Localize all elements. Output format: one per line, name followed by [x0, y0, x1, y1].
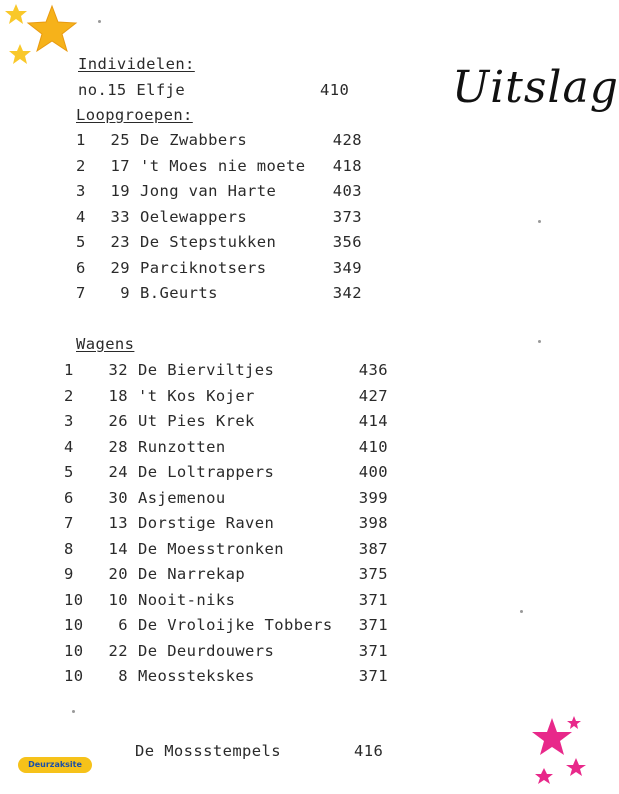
entry-name: Nooit-niks — [138, 590, 236, 609]
scan-speck — [520, 610, 523, 613]
entry-score: 436 — [358, 361, 388, 379]
entry-name: De Zwabbers — [140, 131, 248, 149]
entry-name: 't Moes nie moete — [140, 156, 306, 175]
rank-cell: 2 — [76, 156, 86, 175]
result-row — [0, 412, 595, 432]
entry-number: 20 — [108, 565, 128, 583]
entry-number: 9 — [120, 284, 130, 302]
result-row — [0, 387, 595, 407]
small-pink-star-icon — [535, 768, 553, 784]
gold-stars-decoration — [0, 0, 90, 75]
entry-score: 414 — [358, 412, 388, 430]
entry-score: 403 — [332, 182, 362, 200]
entry-name: Asjemenou — [138, 488, 226, 507]
entry-score: 371 — [358, 641, 388, 660]
rank-cell: 3 — [76, 182, 86, 200]
entry-name: Runzotten — [138, 437, 226, 456]
entry-number: 13 — [108, 514, 128, 532]
entry-name: Dorstige Raven — [138, 514, 275, 532]
entry-score: 400 — [358, 463, 388, 481]
rank-cell: 10 — [64, 616, 84, 634]
result-row — [0, 438, 595, 458]
entry-score: 427 — [358, 386, 388, 405]
entry-score: 428 — [332, 131, 362, 149]
rank-cell: 1 — [76, 131, 86, 149]
entry-score: 375 — [358, 565, 388, 583]
result-row — [0, 361, 595, 381]
small-pink-star-icon — [566, 758, 586, 776]
rank-cell: 7 — [76, 284, 86, 302]
result-row — [0, 540, 595, 560]
entry-number: 29 — [110, 258, 130, 277]
small-gold-star-icon — [9, 44, 31, 64]
extra-entry-score: 416 — [354, 742, 384, 760]
large-gold-star-icon — [28, 6, 76, 51]
rank-cell: 5 — [76, 233, 86, 251]
entry-name: De Vroloijke Tobbers — [138, 616, 333, 634]
entry-score: 373 — [332, 207, 362, 226]
individuals-heading: Individelen: — [78, 55, 195, 73]
rank-cell: 10 — [64, 590, 84, 609]
entry-name: Parciknotsers — [140, 258, 267, 277]
result-row — [0, 284, 595, 304]
entry-number: 14 — [108, 539, 128, 558]
site-logo: Deurzaksite — [18, 757, 92, 773]
result-row — [0, 667, 595, 687]
entry-number: 25 — [110, 131, 130, 149]
small-pink-star-icon — [567, 716, 581, 729]
entry-name: Jong van Harte — [140, 182, 277, 200]
rank-cell: 7 — [64, 514, 74, 532]
result-row — [0, 182, 595, 202]
entry-number: 28 — [108, 437, 128, 456]
result-row — [0, 591, 595, 611]
rank-cell: 4 — [76, 207, 86, 226]
entry-name: De Loltrappers — [138, 463, 275, 481]
entry-name: De Moesstronken — [138, 539, 284, 558]
entry-score: 356 — [332, 233, 362, 251]
result-row — [0, 157, 595, 177]
entry-name: B.Geurts — [140, 284, 218, 302]
entry-name: De Bierviltjes — [138, 361, 275, 379]
entry-name: Meosstekskes — [138, 667, 255, 685]
result-row — [0, 489, 595, 509]
rank-cell: 4 — [64, 437, 74, 456]
entry-number: 8 — [118, 667, 128, 685]
entry-name: Ut Pies Krek — [138, 412, 255, 430]
entry-number: 22 — [108, 641, 128, 660]
rank-cell: 9 — [64, 565, 74, 583]
rank-cell: 10 — [64, 641, 84, 660]
large-pink-star-icon — [532, 718, 572, 755]
scan-speck — [538, 220, 541, 223]
rank-cell: 6 — [76, 258, 86, 277]
result-row — [0, 642, 595, 662]
entry-name: De Narrekap — [138, 565, 246, 583]
entry-name: Oelewappers — [140, 207, 248, 226]
result-row — [0, 616, 595, 636]
result-row — [0, 131, 595, 151]
rank-cell: 6 — [64, 488, 74, 507]
result-row — [0, 208, 595, 228]
entry-number: 19 — [110, 182, 130, 200]
entry-score: 342 — [332, 284, 362, 302]
entry-name: De Stepstukken — [140, 233, 277, 251]
entry-score: 371 — [358, 590, 388, 609]
walking-groups-heading: Loopgroepen: — [76, 106, 193, 124]
entry-number: 6 — [118, 616, 128, 634]
scan-speck — [98, 20, 101, 23]
entry-number: 18 — [108, 386, 128, 405]
entry-score: 410 — [358, 437, 388, 456]
result-row — [0, 233, 595, 253]
entry-number: 33 — [110, 207, 130, 226]
entry-number: 32 — [108, 361, 128, 379]
entry-number: 30 — [108, 488, 128, 507]
entry-number: 10 — [108, 590, 128, 609]
entry-score: 349 — [332, 258, 362, 277]
entry-name: 't Kos Kojer — [138, 386, 255, 405]
pink-stars-decoration — [510, 712, 595, 794]
result-row — [0, 514, 595, 534]
entry-score: 371 — [358, 616, 388, 634]
scan-speck — [72, 710, 75, 713]
result-row — [0, 463, 595, 483]
entry-name: De Deurdouwers — [138, 641, 275, 660]
rank-cell: 8 — [64, 539, 74, 558]
rank-cell: 2 — [64, 386, 74, 405]
result-row — [0, 259, 595, 279]
entry-number: 26 — [108, 412, 128, 430]
scan-speck — [538, 340, 541, 343]
small-gold-star-icon — [5, 4, 27, 24]
entry-score: 398 — [358, 514, 388, 532]
rank-cell: 5 — [64, 463, 74, 481]
entry-score: 399 — [358, 488, 388, 507]
handwritten-title: Uitslag — [452, 62, 619, 113]
rank-cell: 3 — [64, 412, 74, 430]
individual-entry-label: no.15 Elfje — [78, 81, 186, 99]
rank-cell: 1 — [64, 361, 74, 379]
individual-entry-score: 410 — [320, 81, 350, 99]
entry-number: 17 — [110, 156, 130, 175]
entry-score: 371 — [358, 667, 388, 685]
entry-number: 24 — [108, 463, 128, 481]
result-row — [0, 565, 595, 585]
rank-cell: 10 — [64, 667, 84, 685]
entry-number: 23 — [110, 233, 130, 251]
entry-score: 387 — [358, 539, 388, 558]
entry-score: 418 — [332, 156, 362, 175]
wagons-heading: Wagens — [76, 335, 135, 353]
extra-entry-name: De Mossstempels — [135, 742, 281, 760]
